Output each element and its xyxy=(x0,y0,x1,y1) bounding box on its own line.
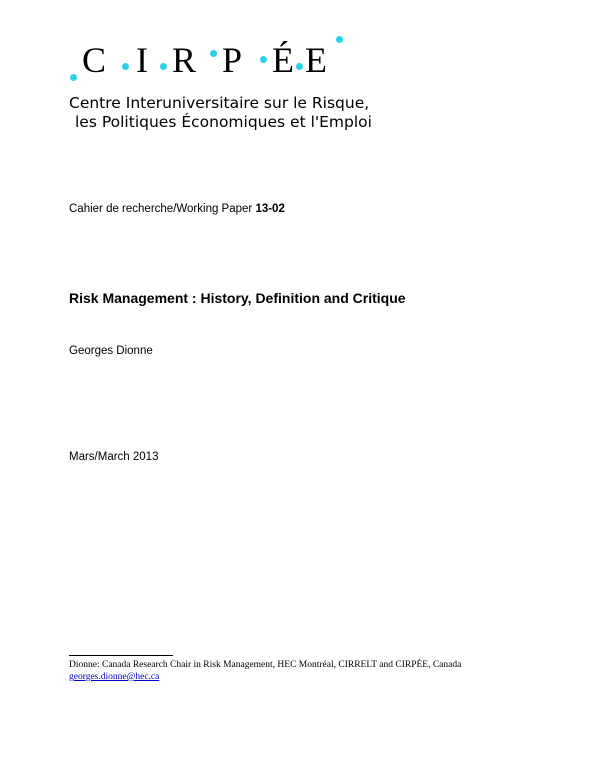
institution-line-2: les Politiques Économiques et l'Emploi xyxy=(75,113,372,131)
institution-name xyxy=(69,94,372,132)
author-name: Georges Dionne xyxy=(69,345,153,357)
working-paper-number: 13-02 xyxy=(255,203,285,215)
institution-line-1: Centre Interuniversitaire sur le Risque, xyxy=(69,94,370,112)
working-paper-text: Cahier de recherche/Working Paper xyxy=(69,203,256,215)
footnote-affiliation: Dionne: Canada Research Chair in Risk Management, HEC Montréal, CIRRELT and CIRPÉE, Canada xyxy=(69,660,462,670)
logo-dot xyxy=(296,63,303,70)
logo-letter-r: R xyxy=(172,40,197,80)
publication-date: Mars/March 2013 xyxy=(69,451,159,463)
logo-dot xyxy=(260,56,267,63)
logo-letter-e-acute: É xyxy=(272,40,294,80)
working-paper-label xyxy=(69,202,285,216)
footnote xyxy=(69,659,461,683)
logo-letter-c: C xyxy=(82,40,107,80)
author-email-link[interactable]: georges.dionne@hec.ca xyxy=(69,672,160,682)
logo-letter-i: I xyxy=(136,40,148,80)
logo-dot xyxy=(210,50,217,57)
logo-dot xyxy=(70,74,77,81)
paper-title: Risk Management : History, Definition and Critique xyxy=(69,290,406,306)
logo-dot xyxy=(122,63,129,70)
footnote-divider xyxy=(69,655,173,656)
logo-dot xyxy=(160,63,167,70)
cirpee-logo xyxy=(60,30,360,90)
logo-letter-p: P xyxy=(222,40,243,80)
logo-dot xyxy=(336,36,343,43)
logo-letter-e: E xyxy=(305,40,327,80)
